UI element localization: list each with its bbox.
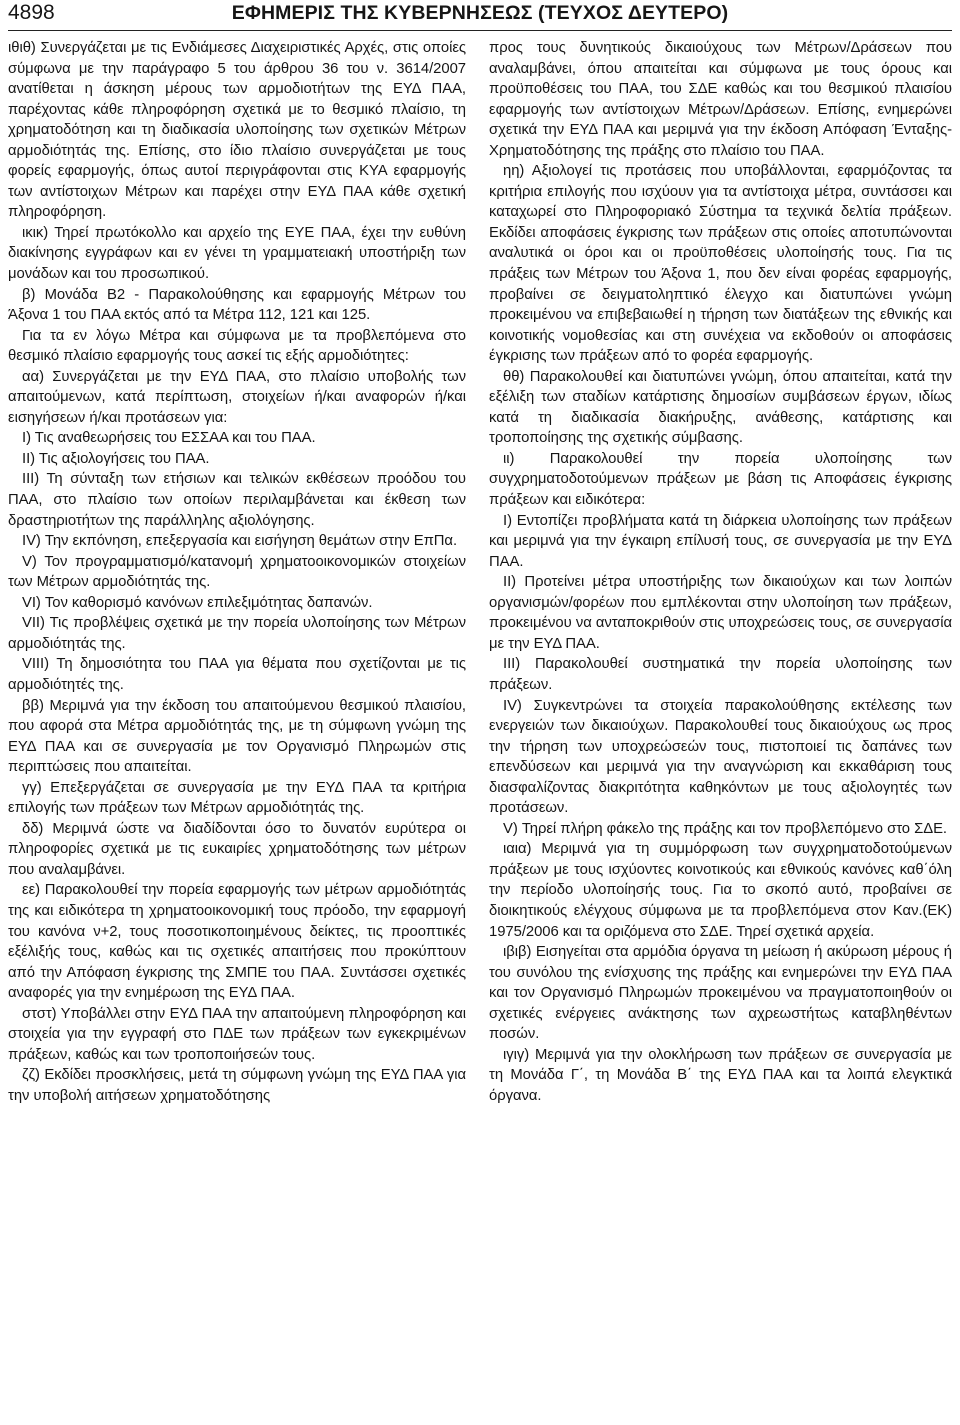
paragraph: αα) Συνεργάζεται με την ΕΥΔ ΠΑΑ, στο πλαίσιο υποβολής των απαιτούμενων, κατά περίπτωση, στοιχείων ή/και αναφορών ή/και εισηγήσεων ή/και προτάσεων για: [8, 368, 466, 426]
paragraph: ββ) Μεριμνά για την έκδοση του απαιτούμενου θεσμικού πλαισίου, που αφορά στα Μέτρα αρμοδιότητάς της, με τη σύμφωνη γνώμη της ΕΥΔ ΠΑΑ και σε συνεργασία με τον Οργανισμό Πληρωμών στις περιπτώσεις που απαιτείται. [8, 697, 466, 776]
paragraph: ΙΙΙ) Παρακολουθεί συστηματικά την πορεία υλοποίησης των πράξεων. [489, 656, 952, 693]
right-column [489, 38, 952, 1422]
paragraph: VI) Τον καθορισμό κανόνων επιλεξιμότητας δαπανών. [22, 594, 373, 611]
paragraph: VII) Τις προβλέψεις σχετικά με την πορεία υλοποίησης των Μέτρων αρμοδιότητάς της. [8, 615, 466, 652]
paragraph: ΙV) Την εκπόνηση, επεξεργασία και εισήγηση θεμάτων στην ΕπΠα. [22, 533, 458, 550]
paragraph: ΙΙΙ) Τη σύνταξη των ετήσιων και τελικών εκθέσεων προόδου του ΠΑΑ, στο πλαίσιο των οποίων περιλαμβάνεται και έκθεση των δραστηριοτήτων της παράλληλης αξιολόγησης. [8, 471, 466, 529]
paragraph: VIII) Τη δημοσιότητα του ΠΑΑ για θέματα που σχετίζονται με τις αρμοδιότητές της. [8, 656, 466, 693]
paragraph: προς τους δυνητικούς δικαιούχους των Μέτρων/Δράσεων που αναλαμβάνει, όπου απαιτείται και σύμφωνα με τους όρους και προϋποθέσεις του ΠΑΑ, του ΣΔΕ καθώς και του θεσμικού πλαισίου εφαρμογής των αντίστοιχων Μέτρων/Δράσεων. Επίσης, ενημερώνει σχετικά την ΕΥΔ ΠΑΑ και μεριμνά για την έκδοση Απόφαση Ένταξης-Χρηματοδότησης της πράξης στο πλαίσιο του ΠΑΑ. [489, 40, 952, 159]
left-column [8, 38, 466, 1422]
paragraph: ικικ) Τηρεί πρωτόκολλο και αρχείο της ΕΥΕ ΠΑΑ, έχει την ευθύνη διακίνησης εγγράφων και εν γένει τη γραμματειακή υποστήριξη των μονάδων και του προσωπικού. [8, 224, 466, 283]
paragraph: ιι) Παρακολουθεί την πορεία υλοποίησης των συγχρηματοδοτούμενων πράξεων με βάση τις Αποφάσεις έγκρισης πράξεων και ειδικότερα: [489, 450, 952, 509]
paragraph: V) Τον προγραμματισμό/κατανομή χρηματοοικονομικών στοιχείων των Μέτρων αρμοδιότητάς της. [8, 553, 466, 591]
paragraph: ΙΙ) Τις αξιολογήσεις του ΠΑΑ. [22, 450, 210, 467]
paragraph: ζζ) Εκδίδει προσκλήσεις, μετά τη σύμφωνη γνώμη της ΕΥΔ ΠΑΑ για την υποβολή αιτήσεων χρηματοδότησης [8, 1067, 466, 1104]
paragraph: ιαια) Μεριμνά για τη συμμόρφωση των συγχρηματοδοτούμενων πράξεων με τους ισχύοντες κοινοτικούς και εθνικούς κανόνες καθ΄όλη την περίοδο υλοποίησής τους. Για το σκοπό αυτό, προβαίνει σε διοικητικούς ελέγχους σύμφωνα με τα προβλεπόμενα στον Καν.(ΕΚ) 1975/2006 και τα οριζόμενα στο ΣΔΕ. Τηρεί σχετικά αρχεία. [489, 841, 952, 940]
paragraph: ιβιβ) Εισηγείται στα αρμόδια όργανα τη μείωση ή ακύρωση μέρους ή του συνόλου της ενίσχυσης της πράξης και ενημερώνει την ΕΥΔ ΠΑΑ και τον Οργανισμό Πληρωμών προκειμένου να πραγματοποιηθούν οι σχετικές ενέργειες ανάκτησης των αχρεωστήτως καταβληθέντων ποσών. [489, 944, 952, 1043]
paragraph: στστ) Υποβάλλει στην ΕΥΔ ΠΑΑ την απαιτούμενη πληροφόρηση και στοιχεία για την εγγραφή στο ΠΔΕ των πράξεων των εγκεκριμένων πράξεων, καθώς και των τροποποιήσεών τους. [8, 1005, 466, 1063]
paragraph: β) Μονάδα Β2 - Παρακολούθησης και εφαρμογής Μέτρων του Άξονα 1 του ΠΑΑ εκτός από τα Μέτρα 112, 121 και 125. [8, 286, 466, 324]
paragraph: δδ) Μεριμνά ώστε να διαδίδονται όσο το δυνατόν ευρύτερα οι πληροφορίες σχετικά με τις ευκαιρίες χρηματοδότησης των μέτρων που αναλαμβάνει. [8, 820, 466, 878]
paragraph: Ι) Εντοπίζει προβλήματα κατά τη διάρκεια υλοποίησης των πράξεων και μεριμνά για την έγκαιρη επίλυσή τους, σε συνεργασία με την ΕΥΔ ΠΑΑ. [489, 512, 952, 570]
paragraph: ιγιγ) Μεριμνά για την ολοκλήρωση των πράξεων σε συνεργασία με τη Μονάδα Γ΄, τη Μονάδα Β΄ της ΕΥΔ ΠΑΑ και τα λοιπά ελεγκτικά όργανα. [489, 1046, 952, 1104]
paragraph: θθ) Παρακολουθεί και διατυπώνει γνώμη, όπου απαιτείται, κατά την εξέλιξη των σταδίων κατάρτισης δημοσίων συμβάσεων έργων, ιδίως κατά τη διαδικασία διακήρυξης, ανάθεσης, κατάρτισης και τροποποίησης της σχετικής σύμβασης. [489, 368, 952, 447]
page-number: 4898 [8, 1, 55, 24]
gazette-title: ΕΦΗΜΕΡΙΣ ΤΗΣ ΚΥΒΕΡΝΗΣΕΩΣ (ΤΕΥΧΟΣ ΔΕΥΤΕΡΟ) [231, 2, 729, 24]
paragraph: ηη) Αξιολογεί τις προτάσεις που υποβάλλονται, εφαρμόζοντας τα κριτήρια επιλογής που ισχύουν για τα αντίστοιχα μέτρα, συντάσσει και καταχωρεί στο Πληροφοριακό Σύστημα τα τεχνικά δελτία πράξεων. Εκδίδει αποφάσεις έγκρισης των πράξεων στις οποίες αποτυπώνονται αναλυτικά οι όροι και οι προϋποθέσεις υλοποίησής τους. Για τις πράξεις των Μέτρων του Άξονα 1, που δεν είναι φορέας εφαρμογής, προβαίνει σε δειγματοληπτικό έλεγχο και διατυπώνει γνώμη προκειμένου να επιβεβαιωθεί η τήρηση των διατάξεων της εθνικής και κοινοτικής νομοθεσίας και στη συνέχεια να εκδοθούν οι αποφάσεις έγκρισης των πράξεων από το φορέα εφαρμογής. [489, 163, 952, 365]
paragraph: ΙV) Συγκεντρώνει τα στοιχεία παρακολούθησης εκτέλεσης των ενεργειών των δικαιούχων. Παρακολουθεί τους δικαιούχους ως προς την τήρηση των υποχρεώσεών τους, πιστοποιεί τις δαπάνες των επενδύσεων και μεριμνά για την αναγνώριση και εκκαθάριση τους διασφαλίζοντας διακριτότητα καθηκόντων με τους αξιολογητές των προτάσεων. [489, 697, 952, 817]
paragraph: ΙΙ) Προτείνει μέτρα υποστήριξης των δικαιούχων και των λοιπών οργανισμών/φορέων που εμπλέκονται στην υλοποίηση των πράξεων, προκειμένου να ανταποκριθούν στις υποχρεώσεις τους, σε συνεργασία με την ΕΥΔ ΠΑΑ. [489, 574, 952, 652]
paragraph: V) Τηρεί πλήρη φάκελο της πράξης και τον προβλεπόμενο στο ΣΔΕ. [503, 820, 947, 837]
paragraph: εε) Παρακολουθεί την πορεία εφαρμογής των μέτρων αρμοδιότητάς της και ειδικότερα τη χρηματοοικονομική τους πρόοδο, την εφαρμογή του κανόνα ν+2, τους ποσοτικοποιημένους δείκτες, τις προοπτικές εξέλιξής τους, καθώς και τις σχετικές απαιτήσεις που προκύπτουν από την Απόφαση έγκρισης της ΣΜΠΕ του ΠΑΑ. Συντάσσει σχετικές αναφορές για την ενημέρωση της ΕΥΔ ΠΑΑ. [8, 882, 466, 1002]
paragraph: Ι) Τις αναθεωρήσεις του ΕΣΣΑΑ και του ΠΑΑ. [22, 430, 316, 447]
paragraph: ιθιθ) Συνεργάζεται με τις Ενδιάμεσες Διαχειριστικές Αρχές, στις οποίες σύμφωνα με την παράγραφο 5 του άρθρου 36 του ν. 3614/2007 ανατίθεται η άσκηση μέρους των αρμοδιοτήτων της ΕΥΔ ΠΑΑ, παρέχοντας κάθε πληροφόρηση σχετικά με το θεσμικό πλαίσιο, τη χρηματοδότηση και τη διαδικασία υλοποίησης των σχετικών Μέτρων αρμοδιότητάς της. Επίσης, στο ίδιο πλαίσιο συνεργάζεται με τους φορείς εφαρμογής, όπως αυτοί περιγράφονται στις ΚΥΑ εφαρμογής των αντίστοιχων Μέτρων και παρέχει στην ΕΥΔ ΠΑΑ κάθε σχετική πληροφόρηση. [8, 40, 466, 221]
page-header [8, 0, 952, 31]
paragraph: γγ) Επεξεργάζεται σε συνεργασία με την ΕΥΔ ΠΑΑ τα κριτήρια επιλογής των πράξεων των Μέτρων αρμοδιότητάς της. [8, 779, 466, 817]
paragraph: Για τα εν λόγω Μέτρα και σύμφωνα με τα προβλεπόμενα στο θεσμικό πλαίσιο εφαρμογής τους ασκεί τις εξής αρμοδιότητες: [8, 327, 466, 365]
